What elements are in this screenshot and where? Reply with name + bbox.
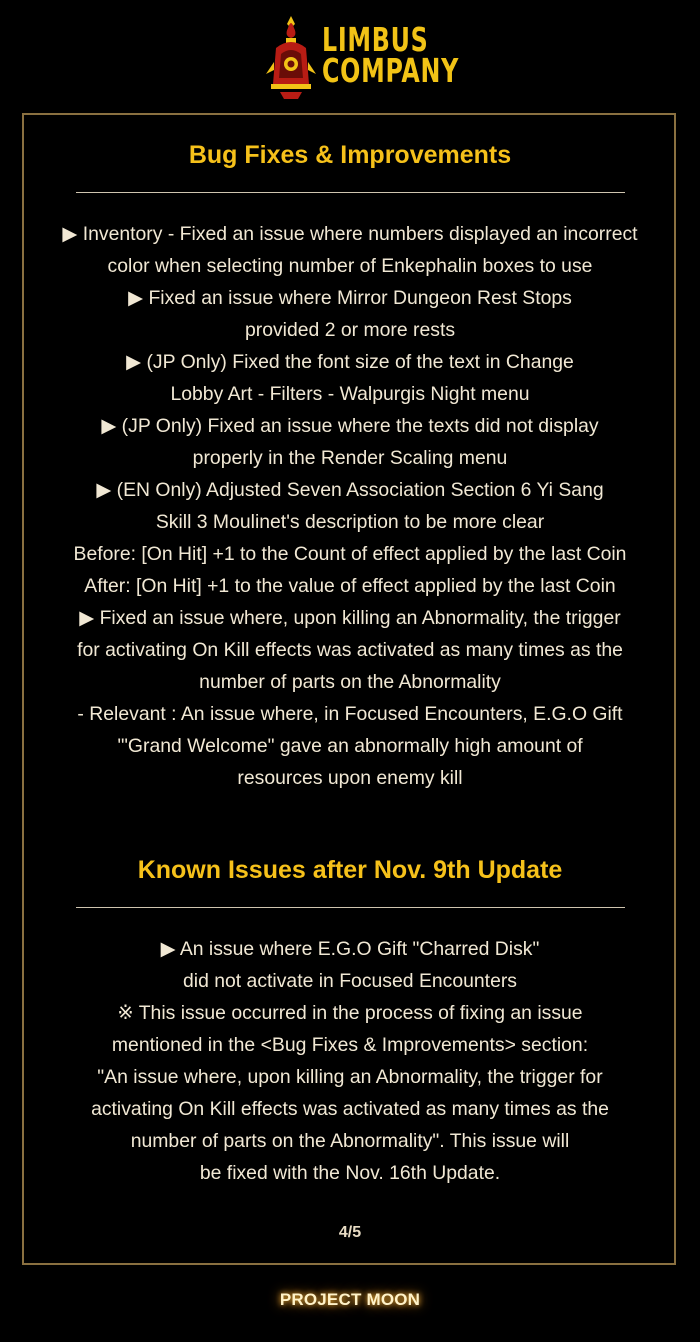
text-line: activating On Kill effects was activated as many times as the bbox=[91, 1098, 609, 1120]
text-line: ▶ (EN Only) Adjusted Seven Association Section 6 Yi Sang bbox=[96, 479, 604, 501]
text-line: '"Grand Welcome" gave an abnormally high amount of bbox=[117, 735, 583, 757]
page-indicator: 4/5 bbox=[338, 1224, 362, 1241]
text-line: ※ This issue occurred in the process of fixing an issue bbox=[117, 1002, 583, 1024]
logo-wordmark bbox=[322, 20, 460, 90]
text-line: be fixed with the Nov. 16th Update. bbox=[199, 1162, 501, 1184]
project-moon-logo: PROJECT MOON bbox=[279, 1290, 421, 1309]
text-line: number of parts on the Abnormality bbox=[199, 671, 501, 693]
text-line: mentioned in the <Bug Fixes & Improvements> section: bbox=[111, 1034, 589, 1056]
text-line: resources upon enemy kill bbox=[237, 767, 463, 789]
text-line: provided 2 or more rests bbox=[244, 319, 456, 341]
known-issues-divider bbox=[76, 907, 625, 908]
text-line: ▶ An issue where E.G.O Gift "Charred Disk" bbox=[160, 938, 540, 960]
text-line: Skill 3 Moulinet's description to be more clear bbox=[155, 511, 545, 533]
text-line: color when selecting number of Enkephalin boxes to use bbox=[107, 255, 593, 277]
text-line: After: [On Hit] +1 to the value of effect applied by the last Coin bbox=[84, 575, 616, 597]
logo-line-2: COMPANY bbox=[322, 51, 460, 90]
known-issues-title: Known Issues after Nov. 9th Update bbox=[137, 856, 563, 884]
text-line: Lobby Art - Filters - Walpurgis Night menu bbox=[170, 383, 530, 405]
text-line: ▶ Inventory - Fixed an issue where numbers displayed an incorrect bbox=[62, 223, 638, 245]
text-line: "An issue where, upon killing an Abnormality, the trigger for bbox=[97, 1066, 603, 1088]
text-line: - Relevant : An issue where, in Focused Encounters, E.G.O Gift bbox=[77, 703, 623, 725]
text-line: ▶ (JP Only) Fixed an issue where the texts did not display bbox=[101, 415, 599, 437]
text-line: number of parts on the Abnormality". This issue will bbox=[130, 1130, 570, 1152]
bug-fixes-body bbox=[22, 218, 678, 794]
bug-fixes-divider bbox=[76, 192, 625, 193]
bug-fixes-title: Bug Fixes & Improvements bbox=[188, 141, 512, 169]
known-issues-body bbox=[22, 933, 678, 1189]
text-line: for activating On Kill effects was activated as many times as the bbox=[77, 639, 623, 661]
bell-emblem-icon bbox=[262, 14, 320, 100]
text-line: ▶ Fixed an issue where Mirror Dungeon Rest Stops bbox=[128, 287, 572, 309]
text-line: ▶ Fixed an issue where, upon killing an Abnormality, the trigger bbox=[79, 607, 621, 629]
logo-line-1: LIMBUS bbox=[322, 20, 429, 59]
text-line: did not activate in Focused Encounters bbox=[182, 970, 518, 992]
text-line: properly in the Render Scaling menu bbox=[192, 447, 508, 469]
limbus-company-logo bbox=[262, 14, 460, 100]
text-line: ▶ (JP Only) Fixed the font size of the text in Change bbox=[126, 351, 574, 373]
text-line: Before: [On Hit] +1 to the Count of effect applied by the last Coin bbox=[73, 543, 627, 565]
